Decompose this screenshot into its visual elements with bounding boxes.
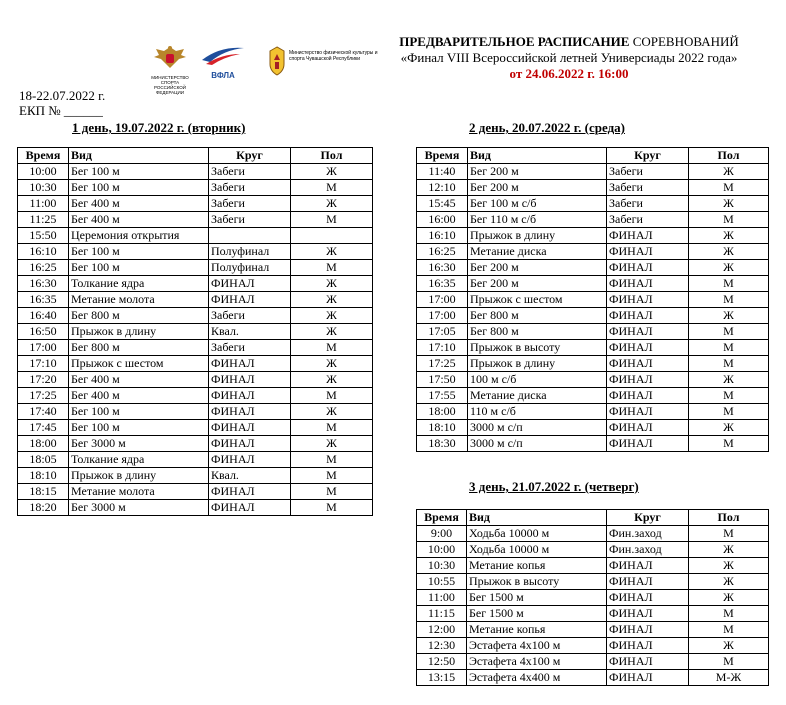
cell-sex: Ж [689, 574, 769, 590]
table-row [417, 276, 769, 292]
table-row [417, 180, 769, 196]
title-bold: ПРЕДВАРИТЕЛЬНОЕ РАСПИСАНИЕ [399, 34, 630, 49]
cell-round: ФИНАЛ [607, 244, 689, 260]
col-round-header: Круг [607, 148, 689, 164]
cell-sex: Ж [291, 276, 373, 292]
day1-title: 1 день, 19.07.2022 г. (вторник) [72, 120, 246, 135]
table-row [18, 292, 373, 308]
cell-event: Бег 100 м [69, 420, 209, 436]
cell-sex: М [689, 388, 769, 404]
col-event-header: Вид [467, 510, 607, 526]
cell-time: 11:25 [18, 212, 69, 228]
cell-event: Бег 100 м [69, 244, 209, 260]
vfla-caption: ВФЛА [211, 71, 235, 80]
cell-event: Прыжок в длину [468, 228, 607, 244]
cell-sex [291, 228, 373, 244]
cell-time: 12:10 [417, 180, 468, 196]
cell-sex: М [291, 180, 373, 196]
table-row [18, 164, 373, 180]
table-row [417, 292, 769, 308]
cell-sex: М [291, 420, 373, 436]
cell-round: ФИНАЛ [607, 606, 689, 622]
cell-round: ФИНАЛ [607, 654, 689, 670]
table-row [18, 180, 373, 196]
cell-event: Бег 400 м [69, 212, 209, 228]
cell-round: ФИНАЛ [607, 276, 689, 292]
cell-event: Ходьба 10000 м [467, 542, 607, 558]
cell-round: ФИНАЛ [607, 590, 689, 606]
cell-event: Прыжок с шестом [69, 356, 209, 372]
cell-event: Прыжок в высоту [468, 340, 607, 356]
col-event-header: Вид [69, 148, 209, 164]
table-row [18, 244, 373, 260]
cell-round: Забеги [209, 340, 291, 356]
cell-event: Толкание ядра [69, 452, 209, 468]
cell-event: Метание диска [468, 388, 607, 404]
col-round-header: Круг [607, 510, 689, 526]
cell-sex: М [689, 212, 769, 228]
table-row [18, 356, 373, 372]
table-row [18, 324, 373, 340]
cell-time: 18:10 [417, 420, 468, 436]
cell-time: 11:40 [417, 164, 468, 180]
table-row [417, 372, 769, 388]
cell-event: Бег 100 м с/б [468, 196, 607, 212]
cell-event: Бег 200 м [468, 260, 607, 276]
cell-event: Метание копья [467, 558, 607, 574]
table-row [417, 324, 769, 340]
cell-event: Бег 100 м [69, 180, 209, 196]
table-row [18, 388, 373, 404]
cell-event: Бег 800 м [69, 308, 209, 324]
cell-time: 13:15 [417, 670, 467, 686]
table-row [18, 420, 373, 436]
cell-event: Ходьба 10000 м [467, 526, 607, 542]
cell-event: Бег 800 м [468, 324, 607, 340]
cell-sex: Ж [291, 372, 373, 388]
cell-event: Прыжок с шестом [468, 292, 607, 308]
cell-event: Бег 110 м с/б [468, 212, 607, 228]
logos-group [148, 44, 386, 95]
cell-sex: Ж [291, 356, 373, 372]
cell-time: 17:25 [417, 356, 468, 372]
cell-round: ФИНАЛ [607, 308, 689, 324]
table-row [18, 452, 373, 468]
cell-sex: Ж [689, 638, 769, 654]
table-row [18, 276, 373, 292]
cell-event: Бег 400 м [69, 196, 209, 212]
table-row [18, 212, 373, 228]
cell-time: 10:30 [417, 558, 467, 574]
cell-sex: М [689, 340, 769, 356]
cell-sex: Ж [689, 260, 769, 276]
cell-time: 12:30 [417, 638, 467, 654]
document-title [386, 34, 752, 50]
cell-time: 16:25 [417, 244, 468, 260]
eagle-emblem-icon [148, 44, 192, 70]
cell-round: Забеги [607, 164, 689, 180]
table-row [417, 526, 769, 542]
cell-time: 10:00 [417, 542, 467, 558]
cell-event: Эстафета 4х100 м [467, 638, 607, 654]
table-row [417, 574, 769, 590]
table-row [18, 436, 373, 452]
cell-round [209, 228, 291, 244]
cell-sex: Ж [291, 324, 373, 340]
table-row [18, 260, 373, 276]
cell-event: Церемония открытия [69, 228, 209, 244]
day2-schedule-table [416, 147, 769, 452]
table-row [417, 606, 769, 622]
cell-sex: М [689, 606, 769, 622]
cell-time: 15:45 [417, 196, 468, 212]
cell-event: Метание копья [467, 622, 607, 638]
cell-round: ФИНАЛ [607, 404, 689, 420]
table-row [417, 308, 769, 324]
cell-sex: М [689, 180, 769, 196]
cell-sex: М [689, 404, 769, 420]
cell-sex: М [689, 622, 769, 638]
ekp-number: ЕКП № ______ [19, 103, 103, 118]
cell-sex: М [291, 340, 373, 356]
cell-round: ФИНАЛ [607, 436, 689, 452]
cell-round: Забеги [209, 308, 291, 324]
vfla-logo [200, 44, 246, 80]
document-date: от 24.06.2022 г. 16:00 [509, 66, 629, 81]
cell-event: Эстафета 4х400 м [467, 670, 607, 686]
cell-sex: Ж [689, 372, 769, 388]
cell-round: ФИНАЛ [607, 228, 689, 244]
document-subtitle: «Финал VIII Всероссийской летней Универсиады 2022 года» [400, 50, 738, 65]
cell-round: ФИНАЛ [607, 574, 689, 590]
cell-sex: М [291, 452, 373, 468]
table-row [417, 622, 769, 638]
cell-sex: Ж [689, 542, 769, 558]
cell-round: ФИНАЛ [209, 500, 291, 516]
cell-time: 16:00 [417, 212, 468, 228]
cell-time: 15:50 [18, 228, 69, 244]
cell-event: 3000 м с/п [468, 420, 607, 436]
cell-sex: М [291, 388, 373, 404]
cell-round: Фин.заход [607, 542, 689, 558]
cell-round: ФИНАЛ [209, 420, 291, 436]
cell-event: Бег 200 м [468, 276, 607, 292]
table-row [417, 228, 769, 244]
cell-round: ФИНАЛ [209, 276, 291, 292]
cell-round: ФИНАЛ [607, 356, 689, 372]
cell-time: 17:50 [417, 372, 468, 388]
cell-event: Метание диска [468, 244, 607, 260]
cell-time: 17:10 [417, 340, 468, 356]
cell-time: 17:45 [18, 420, 69, 436]
cell-event: Бег 100 м [69, 404, 209, 420]
cell-sex: Ж [291, 404, 373, 420]
cell-event: Метание молота [69, 292, 209, 308]
cell-event: Бег 100 м [69, 260, 209, 276]
cell-sex: М [689, 436, 769, 452]
cell-event: Эстафета 4х100 м [467, 654, 607, 670]
cell-round: ФИНАЛ [607, 388, 689, 404]
cell-time: 16:40 [18, 308, 69, 324]
cell-event: 100 м с/б [468, 372, 607, 388]
col-time-header: Время [417, 148, 468, 164]
table-row [417, 212, 769, 228]
cell-time: 18:10 [18, 468, 69, 484]
cell-round: ФИНАЛ [607, 670, 689, 686]
col-time-header: Время [18, 148, 69, 164]
day2-title: 2 день, 20.07.2022 г. (среда) [469, 120, 625, 135]
cell-time: 17:20 [18, 372, 69, 388]
table-row [417, 638, 769, 654]
table-row [18, 228, 373, 244]
cell-time: 12:00 [417, 622, 467, 638]
table-row [417, 670, 769, 686]
table-row [417, 420, 769, 436]
cell-time: 10:55 [417, 574, 467, 590]
cell-round: Забеги [209, 212, 291, 228]
chuvash-crest-icon [268, 46, 286, 76]
cell-time: 11:00 [18, 196, 69, 212]
cell-sex: М [689, 526, 769, 542]
table-row [18, 196, 373, 212]
cell-event: Бег 800 м [468, 308, 607, 324]
cell-round: Забеги [607, 180, 689, 196]
cell-sex: Ж [689, 420, 769, 436]
cell-time: 17:40 [18, 404, 69, 420]
cell-round: Забеги [209, 180, 291, 196]
cell-round: ФИНАЛ [607, 420, 689, 436]
cell-event: Бег 400 м [69, 372, 209, 388]
cell-sex: М [291, 212, 373, 228]
table-row [417, 654, 769, 670]
table-header-row [417, 148, 769, 164]
cell-time: 17:25 [18, 388, 69, 404]
cell-sex: Ж [291, 308, 373, 324]
table-row [18, 484, 373, 500]
table-row [417, 164, 769, 180]
cell-round: Полуфинал [209, 260, 291, 276]
cell-round: Квал. [209, 468, 291, 484]
col-round-header: Круг [209, 148, 291, 164]
chuvash-ministry-logo [268, 44, 386, 80]
table-row [417, 558, 769, 574]
cell-time: 18:00 [18, 436, 69, 452]
cell-round: ФИНАЛ [209, 372, 291, 388]
cell-time: 18:05 [18, 452, 69, 468]
cell-event: Бег 1500 м [467, 590, 607, 606]
cell-round: ФИНАЛ [607, 372, 689, 388]
ministry-sport-caption: МИНИСТЕРСТВО СПОРТА РОССИЙСКОЙ ФЕДЕРАЦИИ [151, 75, 189, 95]
cell-event: Бег 3000 м [69, 500, 209, 516]
cell-sex: Ж [689, 196, 769, 212]
cell-sex: М [291, 260, 373, 276]
cell-round: ФИНАЛ [607, 324, 689, 340]
day3-schedule-table [416, 509, 769, 686]
cell-time: 17:00 [18, 340, 69, 356]
cell-sex: М [291, 484, 373, 500]
cell-sex: М [291, 500, 373, 516]
cell-sex: М [689, 276, 769, 292]
table-row [417, 244, 769, 260]
cell-round: Полуфинал [209, 244, 291, 260]
cell-sex: М [689, 356, 769, 372]
cell-round: Забеги [209, 196, 291, 212]
cell-sex: М [689, 324, 769, 340]
cell-time: 18:00 [417, 404, 468, 420]
cell-sex: Ж [689, 590, 769, 606]
cell-time: 16:10 [417, 228, 468, 244]
cell-sex: М [291, 468, 373, 484]
cell-time: 11:00 [417, 590, 467, 606]
cell-round: ФИНАЛ [209, 388, 291, 404]
cell-time: 17:00 [417, 292, 468, 308]
table-header-row [417, 510, 769, 526]
cell-event: Бег 200 м [468, 180, 607, 196]
table-row [417, 260, 769, 276]
table-row [417, 542, 769, 558]
cell-event: Прыжок в длину [69, 324, 209, 340]
cell-sex: М [689, 292, 769, 308]
cell-round: ФИНАЛ [209, 404, 291, 420]
cell-time: 16:50 [18, 324, 69, 340]
table-row [417, 404, 769, 420]
table-header-row [18, 148, 373, 164]
cell-event: Толкание ядра [69, 276, 209, 292]
cell-round: ФИНАЛ [607, 638, 689, 654]
cell-sex: Ж [291, 244, 373, 260]
cell-time: 18:30 [417, 436, 468, 452]
cell-time: 11:15 [417, 606, 467, 622]
table-row [417, 196, 769, 212]
cell-round: Забеги [209, 164, 291, 180]
table-row [417, 590, 769, 606]
cell-time: 16:35 [417, 276, 468, 292]
day3-title: 3 день, 21.07.2022 г. (четверг) [469, 479, 639, 494]
cell-time: 12:50 [417, 654, 467, 670]
title-rest: СОРЕВНОВАНИЙ [629, 34, 739, 49]
col-sex-header: Пол [689, 510, 769, 526]
table-row [18, 404, 373, 420]
col-time-header: Время [417, 510, 467, 526]
table-row [18, 372, 373, 388]
vfla-swoosh-icon [200, 44, 246, 66]
day1-schedule-table [17, 147, 373, 516]
cell-time: 10:00 [18, 164, 69, 180]
cell-round: ФИНАЛ [209, 356, 291, 372]
cell-round: ФИНАЛ [209, 436, 291, 452]
cell-time: 18:15 [18, 484, 69, 500]
cell-sex: Ж [689, 558, 769, 574]
cell-time: 17:00 [417, 308, 468, 324]
cell-event: 110 м с/б [468, 404, 607, 420]
cell-event: 3000 м с/п [468, 436, 607, 452]
cell-round: Квал. [209, 324, 291, 340]
cell-round: ФИНАЛ [607, 340, 689, 356]
cell-time: 17:10 [18, 356, 69, 372]
cell-sex: М [689, 654, 769, 670]
cell-sex: Ж [291, 292, 373, 308]
cell-time: 16:30 [18, 276, 69, 292]
table-row [417, 388, 769, 404]
cell-event: Бег 3000 м [69, 436, 209, 452]
competition-dates: 18-22.07.2022 г. [19, 88, 106, 103]
cell-round: ФИНАЛ [607, 558, 689, 574]
cell-sex: Ж [689, 308, 769, 324]
col-event-header: Вид [468, 148, 607, 164]
cell-event: Прыжок в высоту [467, 574, 607, 590]
cell-sex: Ж [689, 244, 769, 260]
document-header [386, 34, 752, 82]
cell-time: 18:20 [18, 500, 69, 516]
cell-event: Бег 800 м [69, 340, 209, 356]
table-row [417, 436, 769, 452]
cell-time: 16:35 [18, 292, 69, 308]
cell-time: 17:55 [417, 388, 468, 404]
col-sex-header: Пол [291, 148, 373, 164]
table-row [417, 356, 769, 372]
cell-event: Бег 200 м [468, 164, 607, 180]
cell-sex: Ж [291, 196, 373, 212]
col-sex-header: Пол [689, 148, 769, 164]
cell-round: Забеги [607, 196, 689, 212]
chuvash-ministry-caption: Министерство физической культуры и спорта Чувашской Республики [289, 50, 378, 62]
cell-round: Забеги [607, 212, 689, 228]
cell-round: Фин.заход [607, 526, 689, 542]
table-row [18, 308, 373, 324]
cell-sex: М-Ж [689, 670, 769, 686]
cell-event: Метание молота [69, 484, 209, 500]
cell-event: Прыжок в длину [468, 356, 607, 372]
cell-time: 16:25 [18, 260, 69, 276]
cell-round: ФИНАЛ [607, 260, 689, 276]
table-row [18, 468, 373, 484]
cell-time: 16:10 [18, 244, 69, 260]
cell-event: Бег 100 м [69, 164, 209, 180]
ministry-sport-logo [148, 44, 192, 95]
cell-round: ФИНАЛ [209, 452, 291, 468]
cell-round: ФИНАЛ [209, 484, 291, 500]
cell-sex: Ж [689, 164, 769, 180]
table-row [18, 340, 373, 356]
cell-event: Прыжок в длину [69, 468, 209, 484]
cell-sex: Ж [291, 164, 373, 180]
cell-sex: Ж [689, 228, 769, 244]
cell-time: 16:30 [417, 260, 468, 276]
cell-round: ФИНАЛ [607, 622, 689, 638]
cell-sex: Ж [291, 436, 373, 452]
cell-event: Бег 400 м [69, 388, 209, 404]
cell-time: 17:05 [417, 324, 468, 340]
cell-round: ФИНАЛ [607, 292, 689, 308]
cell-time: 10:30 [18, 180, 69, 196]
cell-time: 9:00 [417, 526, 467, 542]
table-row [18, 500, 373, 516]
table-row [417, 340, 769, 356]
cell-event: Бег 1500 м [467, 606, 607, 622]
cell-round: ФИНАЛ [209, 292, 291, 308]
